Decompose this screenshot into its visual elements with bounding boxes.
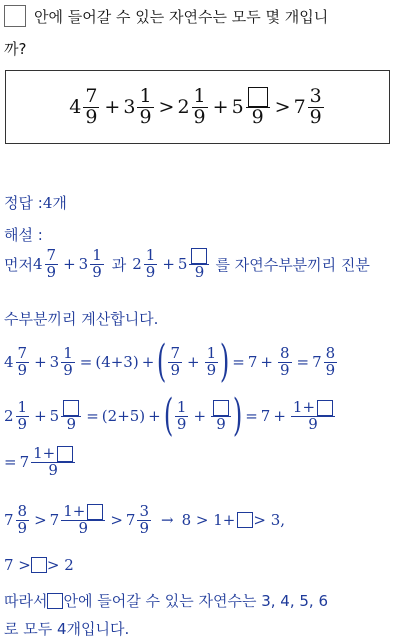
frac: $\frac{3}{9}$	[139, 502, 150, 537]
answer-line	[4, 192, 67, 213]
frac-7-9	[83, 84, 99, 128]
whole-7: 7	[293, 96, 306, 118]
answer-label: 정답 :	[4, 194, 43, 212]
frac: $\frac{1}{9}$	[92, 246, 102, 281]
frac-3-9	[308, 84, 324, 128]
frac: $\frac{8}{9}$	[17, 502, 28, 537]
frac-1-9b	[192, 84, 208, 128]
frac: 9	[189, 248, 209, 281]
text: > 2	[46, 556, 74, 574]
inequality-box	[5, 70, 390, 144]
blank-box-icon	[31, 557, 47, 573]
frac: $\frac{1}{9}$	[63, 343, 73, 379]
numerator: 1	[139, 84, 152, 107]
text: 따라서	[4, 592, 48, 610]
whole-2: 2	[177, 96, 190, 118]
frac-1-9	[137, 84, 153, 128]
text: 로 모두 4개입니다.	[4, 620, 130, 638]
whole-3: 3	[123, 96, 136, 118]
blank-box-icon	[237, 512, 253, 528]
answer-value: 4개	[42, 194, 67, 212]
frac: 9	[211, 400, 231, 433]
explanation-label	[4, 224, 43, 245]
solution-line-2	[4, 308, 158, 329]
blank-box-icon	[4, 5, 26, 27]
denominator: 9	[251, 105, 264, 128]
greater-sign: >	[274, 96, 291, 118]
frac: $\frac{1+}{9}$	[31, 446, 75, 479]
equation-2: 2 $\frac{1}{9}$ + 5 9 = (2+5) + ( $\frac{1}{9}$ + 9 ) = 7 + $\frac{1+}{9}$	[4, 394, 337, 438]
blank-box-icon	[57, 446, 73, 462]
text: 과	[111, 255, 127, 274]
denominator: 9	[309, 105, 322, 128]
frac: $\frac{1+}{9}$	[291, 400, 335, 433]
blank-box-icon	[191, 248, 207, 264]
blank-box-icon	[248, 87, 268, 107]
numerator: 7	[85, 84, 98, 107]
problem-line-1	[4, 5, 328, 27]
text: 수부분끼리 계산합니다.	[4, 310, 159, 328]
text: 먼저	[4, 255, 33, 274]
plus-sign: +	[104, 96, 121, 118]
equation-4: 7 $\frac{8}{9}$ > 7 $\frac{1+}{9}$ > 7 $\frac{3}{9}$ → 8 > 1+ > 3,	[4, 502, 286, 537]
frac: $\frac{7}{9}$	[17, 343, 28, 379]
frac: $\frac{8}{9}$	[325, 343, 336, 379]
frac: $\frac{1}{9}$	[206, 343, 217, 379]
conclusion-line-2	[4, 618, 129, 639]
blank-box-icon	[63, 400, 79, 416]
text: 안에 들어갈 수 있는 자연수는 3, 4, 5, 6	[63, 592, 328, 610]
frac-box-9	[246, 87, 270, 128]
denominator: 9	[85, 105, 98, 128]
problem-text-1: 안에 들어갈 수 있는 자연수는 모두 몇 개입니	[34, 7, 329, 26]
blank-box-icon	[213, 400, 229, 416]
explanation-text: 해설 :	[4, 226, 43, 244]
equation-5	[4, 556, 74, 574]
problem-text-2: 까?	[4, 40, 27, 58]
text: 7 >	[4, 556, 31, 574]
denominator: 9	[139, 105, 152, 128]
plus-sign: +	[212, 96, 229, 118]
greater-sign: >	[158, 96, 175, 118]
numerator	[246, 87, 270, 108]
blank-box-icon	[47, 593, 63, 609]
frac: $\frac{8}{9}$	[280, 343, 290, 379]
frac: $\frac{1}{9}$	[17, 397, 28, 433]
conclusion-line-1	[4, 590, 328, 611]
text: > 3,	[253, 511, 286, 530]
frac: $\frac{7}{9}$	[46, 246, 57, 281]
arrow-icon: →	[161, 511, 174, 530]
text: 8 > 1+	[181, 511, 236, 530]
text: 를 자연수부분끼리 진분	[215, 255, 370, 274]
blank-box-icon	[87, 504, 103, 520]
frac: $\frac{1+}{9}$	[61, 504, 105, 537]
whole-5: 5	[231, 96, 244, 118]
blank-box-icon	[317, 400, 333, 416]
equation-1: 4 $\frac{7}{9}$ + 3 $\frac{1}{9}$ = (4+3) + ( $\frac{7}{9}$ + $\frac{1}{9}$ ) = 7 + $\frac{8}{9}$ = 7 $\frac{8}{9}$	[4, 336, 336, 387]
solution-line-1: 먼저 4 $\frac{7}{9}$ + 3 $\frac{1}{9}$ 과 2 $\frac{1}{9}$ + 5 9 를 자연수부분끼리 진분	[4, 246, 370, 281]
whole-4: 4	[69, 96, 82, 118]
frac: 9	[61, 400, 81, 433]
numerator: 3	[309, 84, 322, 107]
denominator: 9	[193, 105, 206, 128]
numerator: 1	[193, 84, 206, 107]
equation-3: = 7 $\frac{1+}{9}$	[4, 446, 77, 479]
frac: $\frac{7}{9}$	[170, 343, 180, 379]
problem-line-2	[4, 38, 26, 59]
frac: $\frac{1}{9}$	[176, 397, 187, 433]
frac: $\frac{1}{9}$	[145, 246, 156, 281]
